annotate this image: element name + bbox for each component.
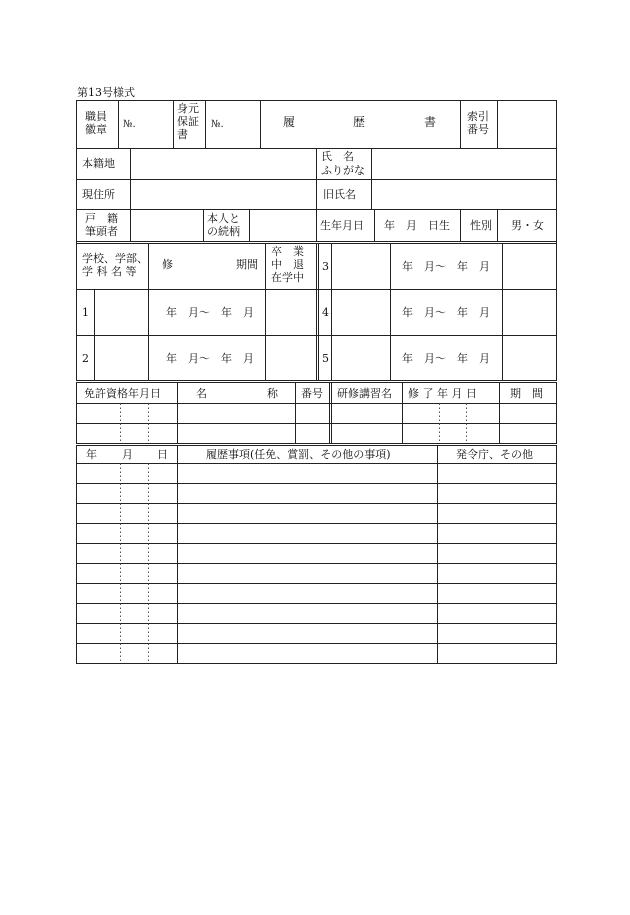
sex-label: 性別 <box>470 219 492 232</box>
license-name-header-2: 称 <box>267 387 278 400</box>
title-char-1: 履 <box>283 115 296 129</box>
form-number: 第13号様式 <box>77 86 135 99</box>
period-value-1[interactable]: 年 月～ 年 月 <box>166 306 254 319</box>
address-label: 現住所 <box>82 188 115 201</box>
history-events-header: 履歴事項(任免、賞罰、その他の事項) <box>206 448 391 461</box>
index-number-label: 索引 番号 <box>467 110 489 136</box>
school-field-1[interactable] <box>96 291 146 333</box>
status-label: 卒 業 中 退 在学中 <box>271 245 304 284</box>
relation-label: 本人と の続柄 <box>207 212 240 238</box>
title-char-3: 書 <box>424 115 437 129</box>
family-head-field[interactable] <box>132 211 201 239</box>
history-year-header: 年 <box>86 448 97 461</box>
period-value-4[interactable]: 年 月～ 年 月 <box>402 306 490 319</box>
history-day-header: 日 <box>157 448 168 461</box>
row-number-5: 5 <box>322 352 329 365</box>
school-field-5[interactable] <box>333 337 388 379</box>
period-value-3[interactable]: 年 月～ 年 月 <box>402 260 490 273</box>
badge-number-label: №. <box>123 119 136 130</box>
school-label: 学校、学部、 学 科 名 等 <box>82 252 148 278</box>
license-number-header: 番号 <box>301 387 323 400</box>
relation-field[interactable] <box>251 211 314 239</box>
furigana-label: ふりがな <box>321 164 365 177</box>
license-date-header: 免許資格年月日 <box>84 387 161 400</box>
row-number-1: 1 <box>82 306 89 319</box>
domicile-field[interactable] <box>132 150 314 177</box>
guarantee-number-label: №. <box>211 119 224 130</box>
training-period-header: 期 間 <box>510 387 543 400</box>
license-name-header-1: 名 <box>196 387 207 400</box>
history-month-header: 月 <box>122 448 133 461</box>
study-label: 修 <box>162 258 173 271</box>
period-value-2[interactable]: 年 月～ 年 月 <box>166 352 254 365</box>
former-name-field[interactable] <box>373 181 554 207</box>
birthdate-value[interactable]: 年 月 日生 <box>384 219 450 232</box>
family-head-label: 戸 籍 筆頭者 <box>85 212 118 238</box>
index-number-field[interactable] <box>500 103 554 146</box>
period-label: 期間 <box>236 258 258 271</box>
guarantee-label: 身元 保証 書 <box>177 102 199 141</box>
title-char-2: 歴 <box>353 115 366 129</box>
school-field-3[interactable] <box>333 245 388 287</box>
training-name-header: 研修講習名 <box>337 387 392 400</box>
school-field-2[interactable] <box>96 337 146 379</box>
birthdate-label: 生年月日 <box>320 219 364 232</box>
history-authority-header: 発令庁、その他 <box>456 448 533 461</box>
name-field[interactable] <box>373 150 554 177</box>
staff-badge-label: 職員 徽章 <box>85 110 107 136</box>
domicile-label: 本籍地 <box>82 157 115 170</box>
row-number-2: 2 <box>82 352 89 365</box>
name-label: 氏 名 <box>321 150 354 163</box>
address-field[interactable] <box>132 181 314 207</box>
completion-date-header: 修 了 年 月 日 <box>408 387 477 400</box>
school-field-4[interactable] <box>333 291 388 333</box>
former-name-label: 旧氏名 <box>323 188 356 201</box>
sex-value[interactable]: 男・女 <box>511 219 544 232</box>
row-number-3: 3 <box>322 260 329 273</box>
period-value-5[interactable]: 年 月～ 年 月 <box>402 352 490 365</box>
row-number-4: 4 <box>322 306 329 319</box>
